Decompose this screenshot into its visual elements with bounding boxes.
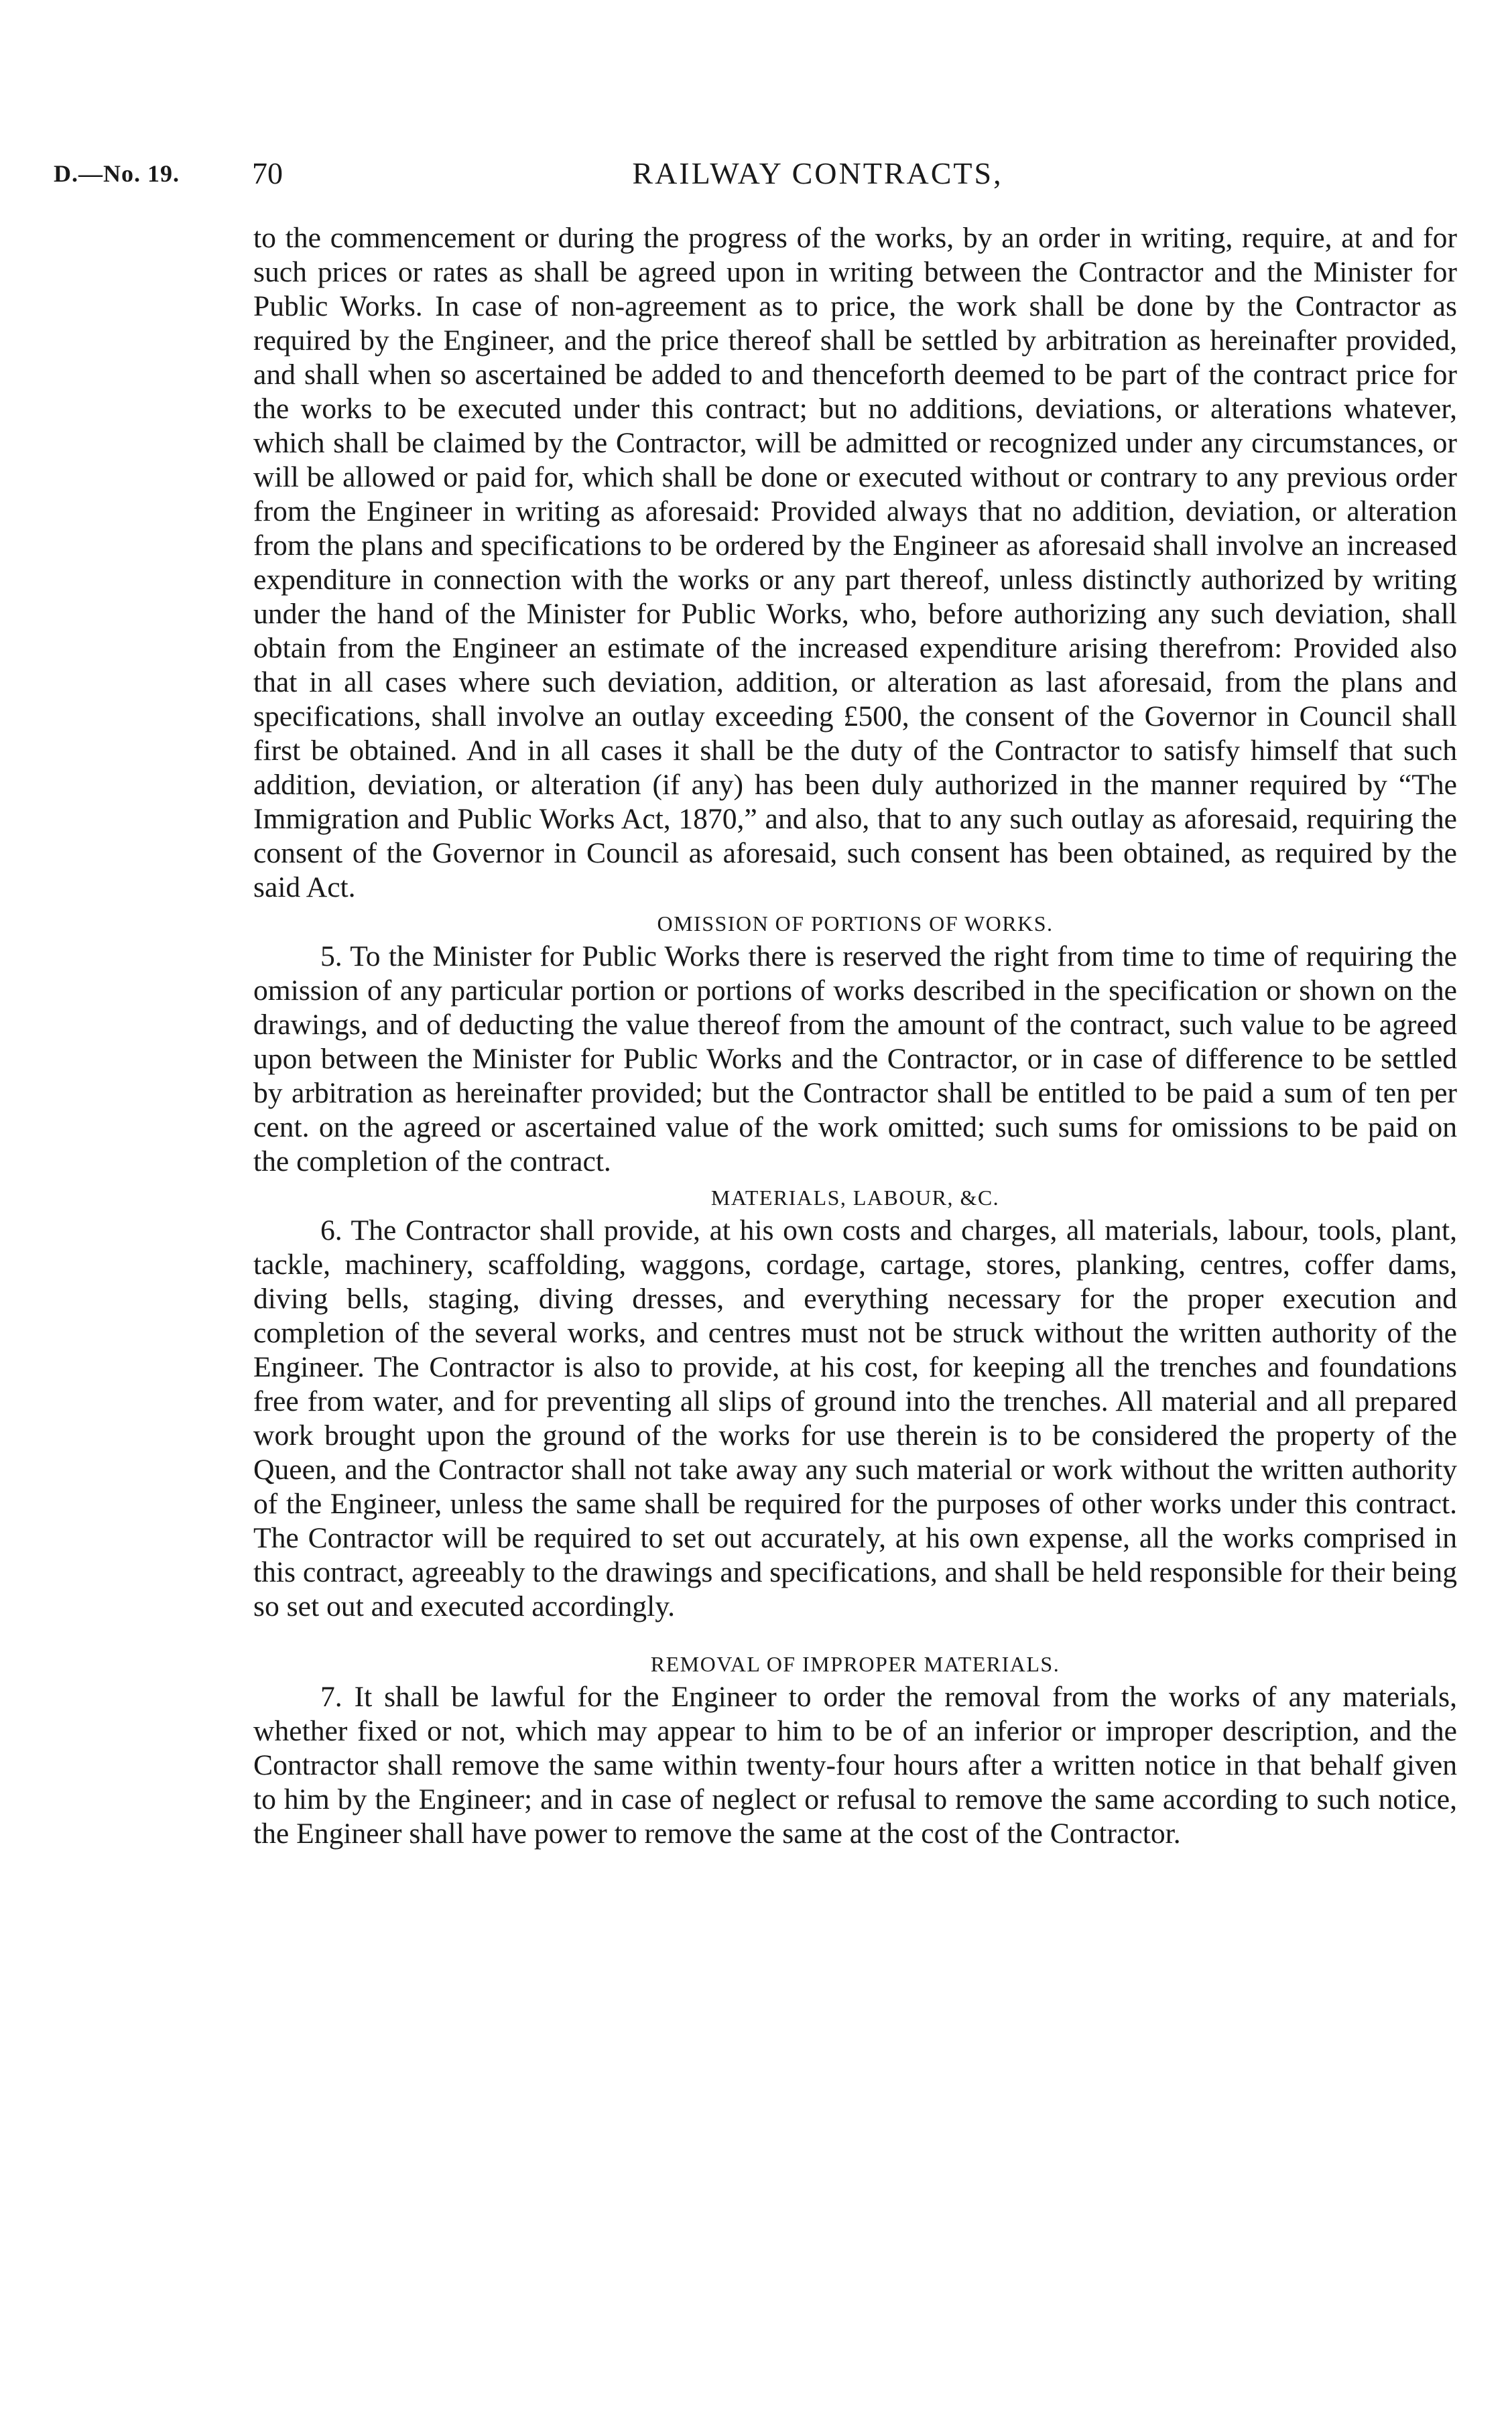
section-5-paragraph: 5. To the Minister for Public Works there is reserved the right from time to time of requiring the omission of any particular portion or portions of works described in the specification or shown on the drawings, and of deducting the value thereof from the amount of the contract, such value to be agreed upon between the Minister for Public Works and the Contractor, or in case of difference to be settled by arbitration as hereinafter provided; but the Contractor shall be entitled to be paid a sum of ten per cent. on the agreed or ascertained value of the work omitted; such sums for omissions to be paid on the completion of the contract. bbox=[253, 940, 1457, 1177]
section-6-paragraph: 6. The Contractor shall provide, at his own costs and charges, all materials, labour, tools, plant, tackle, machinery, scaffolding, waggons, cordage, cartage, stores, planking, centres, coffer dams, diving bells, staging, diving dresses, and everything necessary for the proper execution and completion of the several works, and centres must not be struck without the written authority of the Engineer. The Contractor is also to provide, at his cost, for keeping all the trenches and foundations free from water, and for preventing all slips of ground into the trenches. All material and all prepared work brought upon the ground of the works for use therein is to be considered the property of the Queen, and the Contractor shall not take away any such material or work without the written authority of the Engineer, unless the same shall be required for the purposes of other works under this contract. The Contractor will be required to set out accurately, at his own expense, all the works comprised in this contract, agreeably to the drawings and specifications, and shall be held responsible for their being so set out and executed accordingly. bbox=[253, 1214, 1457, 1622]
section-7-paragraph: 7. It shall be lawful for the Engineer to order the removal from the works of any materials, whether fixed or not, which may appear to him to be of an inferior or improper description, and the Contractor shall remove the same within twenty-four hours after a written notice in that behalf given to him by the Engineer; and in case of neglect or refusal to remove the same according to such notice, the Engineer shall have power to remove the same at the cost of the Contractor. bbox=[253, 1681, 1457, 1850]
section-7-heading: REMOVAL OF IMPROPER MATERIALS. bbox=[650, 1652, 1060, 1676]
section-5-heading: OMISSION OF PORTIONS OF WORKS. bbox=[657, 911, 1054, 936]
document-reference: D.—No. 19. bbox=[54, 160, 180, 187]
page-number: 70 bbox=[252, 156, 283, 190]
document-body bbox=[253, 221, 1457, 1851]
page-title: RAILWAY CONTRACTS, bbox=[632, 156, 1003, 190]
section-6-heading: MATERIALS, LABOUR, &C. bbox=[710, 1186, 1000, 1210]
running-header bbox=[54, 155, 1474, 196]
continuation-paragraph: to the commencement or during the progress of the works, by an order in writing, require, at and for such prices or rates as shall be agreed upon in writing between the Contractor and the Minister for Public Works. In case of non-agreement as to price, the work shall be done by the Contractor as required by the Engineer, and the price thereof shall be settled by arbitration as hereinafter provided, and shall when so ascertained be added to and thenceforth deemed to be part of the contract price for the works to be executed under this contract; but no additions, deviations, or alterations whatever, which shall be claimed by the Contractor, will be admitted or recognized under any circumstances, or will be allowed or paid for, which shall be done or executed without or contrary to any previous order from the Engineer in writing as aforesaid: Provided always that no addition, deviation, or alteration from the plans and specifications to be ordered by the Engineer as aforesaid shall involve an increased expenditure in connection with the works or any part thereof, unless distinctly authorized by writing under the hand of the Minister for Public Works, who, before authorizing any such deviation, shall obtain from the Engineer an estimate of the increased expenditure arising therefrom: Provided also that in all cases where such deviation, addition, or alteration as last aforesaid, from the plans and specifications, shall involve an outlay exceeding £500, the consent of the Governor in Council shall first be obtained. And in all cases it shall be the duty of the Contractor to satisfy himself that such addition, deviation, or alteration (if any) has been duly authorized in the manner required by “The Immigration and Public Works Act, 1870,” and also, that to any such outlay as aforesaid, requiring the consent of the Governor in Council as aforesaid, such consent has been obtained, as required by the said Act. bbox=[253, 222, 1457, 903]
